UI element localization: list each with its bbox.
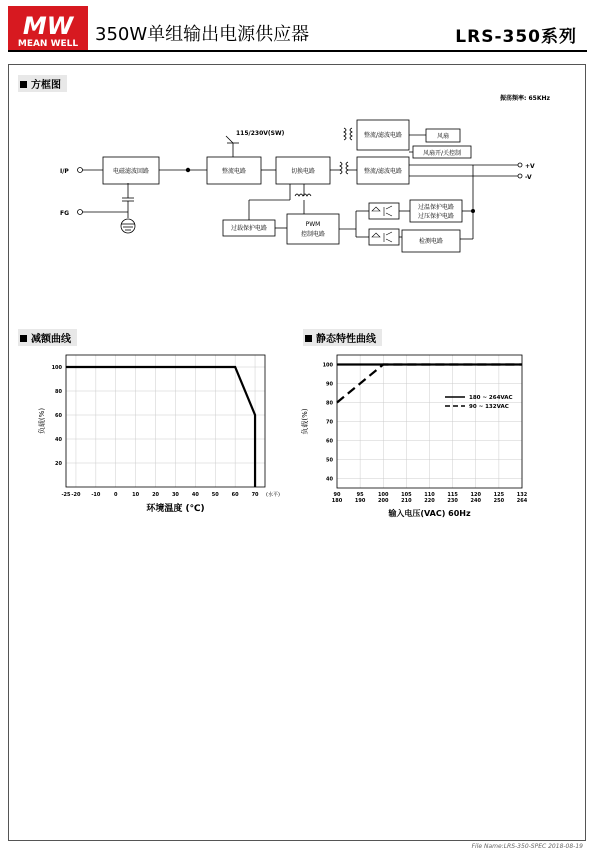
page-title: 350W单组输出电源供应器 [95,24,310,45]
block-diagram [0,0,595,320]
x-tick-label-bottom: 240 [470,498,481,504]
x-tick-label-top: 90 [333,492,341,498]
fan-ctrl-label: 风扇开/关控制 [422,150,462,157]
static-chart [295,340,590,530]
y-tick-label: 20 [55,461,62,467]
series-title: LRS-350系列 [455,27,577,47]
x-axis-label: 输入电压(VAC) 60Hz [388,509,471,518]
y-tick-label: 80 [326,400,333,407]
switch-block-label: 切换电路 [290,168,316,175]
static-title: 静态特性曲线 [316,334,376,345]
x-tick-label: 0 [114,492,118,498]
block-diagram-title: 方框图 [31,80,61,91]
x-tick-label-bottom: 250 [493,498,505,504]
x-tick-label-top: 95 [356,492,364,498]
x-tick-label-top: 120 [470,492,481,498]
x-tick-label: 30 [171,492,179,498]
detect-label: 检测电路 [418,238,444,245]
x-tick-label: 40 [191,492,199,498]
pwm-label: PWM [305,221,321,228]
x-tick-label: -20 [71,492,81,498]
rect1-label: 整流电路 [221,168,247,175]
x-tick-label-bottom: 220 [424,498,435,504]
logo-text: MEAN WELL [17,39,79,49]
x-tick-label: -25 [61,492,71,498]
legend-label: 180 ~ 264VAC [469,395,513,401]
y-tick-label: 90 [326,381,333,388]
y-tick-label: 100 [322,362,333,369]
pwm-ctrl-label: 控制电路 [300,231,326,238]
x-tick-label-bottom: 230 [447,498,458,504]
x-axis-label: 环境温度 (℃) [146,504,205,514]
emi-label: 电磁滤波回路 [112,168,150,175]
x-tick-label: 50 [211,492,219,498]
switch-label: 115/230V(SW) [236,130,285,137]
x-tick-label-top: 110 [424,492,435,498]
x-tick-label-top: 115 [447,492,458,498]
x-unit-label: (水平) [266,492,280,498]
x-tick-label-top: 100 [378,492,389,498]
input-terminal [78,168,83,173]
x-tick-label: 70 [251,492,259,498]
x-tick-label-bottom: 180 [331,498,343,504]
x-tick-label-bottom: 264 [516,498,528,504]
ovp-label: 过压保护电路 [417,213,455,220]
x-tick-label: 20 [152,492,160,498]
x-tick-label-bottom: 190 [354,498,366,504]
fg-terminal [78,210,83,215]
pwm-block [287,214,339,244]
footer-filename: File Name:LRS-350-SPEC 2018-08-19 [471,843,583,850]
logo-mark: MW [22,12,74,40]
x-tick-label: 10 [132,492,140,498]
fan-label: 风扇 [436,133,450,140]
derating-title: 减额曲线 [31,334,71,345]
x-tick-label: -10 [91,492,101,498]
x-tick-label-top: 125 [493,492,505,498]
input-label: I/P [60,168,69,175]
x-tick-label-bottom: 200 [378,498,389,504]
fg-label: FG [60,210,70,217]
y-tick-label: 60 [326,438,333,445]
olp-label: 过载保护电路 [230,225,268,232]
y-tick-label: 100 [51,365,62,371]
derating-series-line [66,367,255,487]
derating-chart [0,340,300,530]
x-tick-label-bottom: 210 [401,498,412,504]
y-axis-label: 负载(%) [301,408,309,435]
y-tick-label: 80 [55,389,62,395]
switching-freq: 振荡频率: 65KHz [500,95,551,102]
y-tick-label: 50 [326,457,333,464]
y-tick-label: 60 [55,413,62,419]
legend-label: 90 ~ 132VAC [469,404,509,410]
x-tick-label: 60 [231,492,239,498]
y-tick-label: 40 [326,476,333,483]
rect-top-label: 整流/滤波电路 [363,132,403,139]
x-tick-label-top: 105 [401,492,412,498]
y-tick-label: 40 [55,437,62,443]
out-pos-label: +V [525,163,535,170]
y-tick-label: 70 [326,419,333,426]
out-neg-label: -V [525,174,532,181]
otp-label: 过温保护电路 [417,204,455,211]
rect-main-label: 整流/滤波电路 [363,168,403,175]
x-tick-label-top: 132 [516,492,528,498]
y-axis-label: 负载(%) [38,407,46,435]
